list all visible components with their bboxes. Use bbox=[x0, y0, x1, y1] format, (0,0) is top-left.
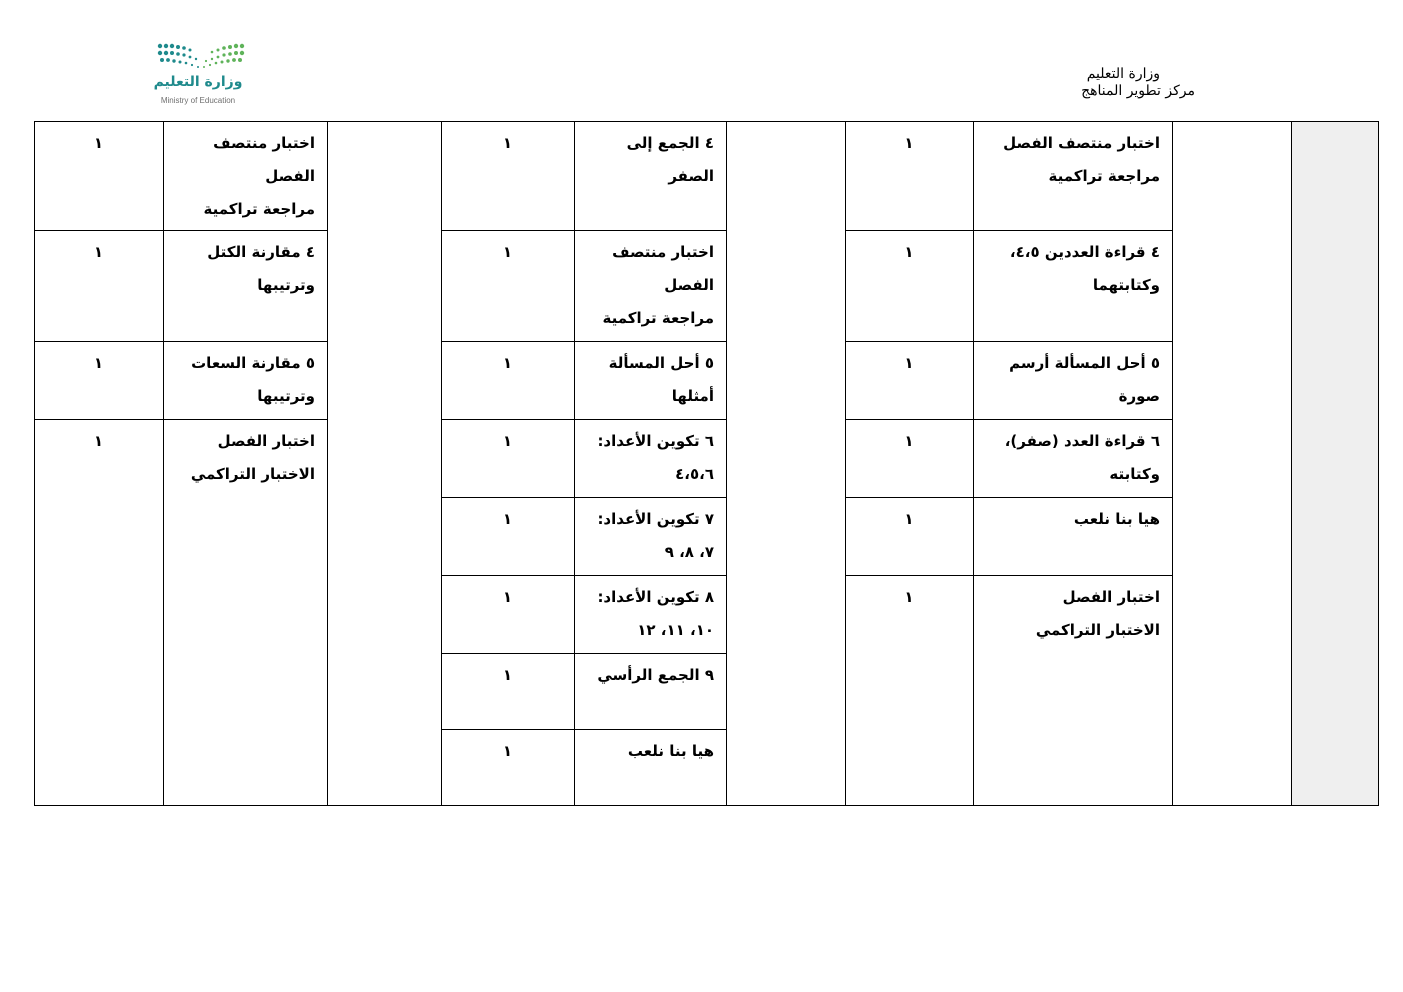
lesson-topic-line: صورة bbox=[1118, 387, 1160, 405]
curriculum-center: مركز تطوير المناهج bbox=[1081, 83, 1195, 99]
lesson-topic-line: ٧، ٨، ٩ bbox=[664, 543, 714, 561]
lesson-topic-cell bbox=[973, 419, 1172, 497]
lesson-topic-cell bbox=[574, 575, 726, 653]
lesson-topic-line: اختبار الفصل bbox=[1062, 588, 1160, 606]
ministry-logo bbox=[150, 40, 250, 110]
lesson-topic-line: ٤ الجمع إلى bbox=[626, 134, 714, 152]
lesson-topic-line: ١٠، ١١، ١٢ bbox=[637, 621, 714, 639]
lesson-topic-line: ٥ أحل المسألة bbox=[608, 354, 714, 372]
lesson-topic-cell bbox=[163, 230, 327, 341]
logo-dots-icon bbox=[156, 42, 246, 74]
lesson-count-cell: ١ bbox=[502, 243, 513, 261]
lesson-topic-line: الاختبار التراكمي bbox=[190, 465, 315, 483]
lesson-topic-line: ٩ الجمع الرأسي bbox=[597, 666, 714, 684]
lesson-topic-line: ٧ تكوين الأعداد: bbox=[597, 510, 714, 528]
lesson-topic-line: وترتيبها bbox=[257, 387, 315, 405]
lesson-count-cell: ١ bbox=[93, 134, 104, 152]
lesson-count-cell: ١ bbox=[904, 134, 914, 152]
lesson-topic-cell bbox=[574, 729, 726, 805]
lesson-topic-line: مراجعة تراكمية bbox=[1048, 167, 1160, 185]
lesson-topic-cell bbox=[163, 419, 327, 805]
logo-arabic-text: وزارة التعليم bbox=[153, 74, 243, 90]
column-divider bbox=[1378, 121, 1379, 806]
lesson-topic-line: ٥ مقارنة السعات bbox=[191, 354, 315, 372]
lesson-topic-line: الاختبار التراكمي bbox=[1035, 621, 1160, 639]
lesson-topic-line: اختبار منتصف bbox=[213, 134, 315, 152]
column-divider bbox=[726, 121, 727, 806]
shaded-column bbox=[1292, 121, 1378, 805]
lesson-topic-cell bbox=[574, 121, 726, 230]
lesson-topic-cell bbox=[574, 497, 726, 575]
lesson-count-cell: ١ bbox=[502, 510, 513, 528]
lesson-count-cell: ١ bbox=[904, 432, 914, 450]
lesson-count-cell: ١ bbox=[502, 354, 513, 372]
lesson-topic-line: اختبار الفصل bbox=[217, 432, 315, 450]
lesson-topic-cell bbox=[973, 575, 1172, 805]
lesson-topic-line: ٥ أحل المسألة أرسم bbox=[1009, 354, 1160, 372]
lesson-topic-line: أمثلها bbox=[671, 387, 714, 405]
lesson-topic-cell bbox=[163, 341, 327, 419]
lesson-topic-line: ٤ قراءة العددين ٤،٥، bbox=[1009, 243, 1160, 261]
table-border-bottom bbox=[34, 805, 1379, 806]
lesson-count-cell: ١ bbox=[93, 432, 104, 450]
lesson-count-cell: ١ bbox=[904, 243, 914, 261]
lesson-count-cell: ١ bbox=[502, 666, 513, 684]
lesson-topic-cell bbox=[163, 121, 327, 230]
lesson-topic-line: اختبار منتصف الفصل bbox=[1003, 134, 1160, 152]
lesson-count-cell: ١ bbox=[502, 742, 513, 760]
lesson-topic-line: مراجعة تراكمية bbox=[203, 200, 315, 218]
lesson-topic-cell bbox=[973, 341, 1172, 419]
lesson-topic-line: هيا بنا نلعب bbox=[627, 742, 714, 760]
lesson-topic-cell bbox=[973, 497, 1172, 575]
column-divider bbox=[1291, 121, 1292, 806]
column-divider bbox=[327, 121, 328, 806]
lesson-topic-line: ٦ قراءة العدد (صفر)، bbox=[1004, 432, 1160, 450]
logo-english-text: Ministry of Education bbox=[160, 96, 236, 105]
lesson-topic-cell bbox=[973, 230, 1172, 341]
lesson-topic-line: وكتابتهما bbox=[1092, 276, 1160, 294]
lesson-count-cell: ١ bbox=[904, 510, 914, 528]
lesson-topic-line: هيا بنا نلعب bbox=[1073, 510, 1160, 528]
lesson-topic-line: وترتيبها bbox=[257, 276, 315, 294]
lesson-topic-cell bbox=[574, 230, 726, 341]
lesson-count-cell: ١ bbox=[502, 134, 513, 152]
lesson-topic-cell bbox=[973, 121, 1172, 230]
lesson-count-cell: ١ bbox=[93, 243, 104, 261]
ministry-name: وزارة التعليم bbox=[1086, 66, 1160, 82]
lesson-count-cell: ١ bbox=[502, 588, 513, 606]
lesson-count-cell: ١ bbox=[502, 432, 513, 450]
lesson-topic-line: ٦ تكوين الأعداد: bbox=[597, 432, 714, 450]
lesson-topic-line: ٤،٥،٦ bbox=[675, 465, 714, 483]
lesson-count-cell: ١ bbox=[904, 588, 914, 606]
lesson-count-cell: ١ bbox=[93, 354, 104, 372]
lesson-topic-cell bbox=[574, 341, 726, 419]
lesson-count-cell: ١ bbox=[904, 354, 914, 372]
lesson-topic-cell bbox=[574, 419, 726, 497]
ministry-header bbox=[1000, 66, 1195, 100]
lesson-topic-line: الصفر bbox=[668, 167, 714, 185]
lesson-topic-line: ٤ مقارنة الكتل bbox=[207, 243, 315, 261]
lesson-topic-line: وكتابته bbox=[1109, 465, 1160, 483]
lesson-topic-cell bbox=[574, 653, 726, 729]
column-divider bbox=[1172, 121, 1173, 806]
lesson-topic-line: ٨ تكوين الأعداد: bbox=[597, 588, 714, 606]
lesson-topic-line: اختبار منتصف bbox=[612, 243, 714, 261]
lesson-topic-line: الفصل bbox=[664, 276, 714, 294]
lesson-topic-line: مراجعة تراكمية bbox=[602, 309, 714, 327]
lesson-topic-line: الفصل bbox=[265, 167, 315, 185]
